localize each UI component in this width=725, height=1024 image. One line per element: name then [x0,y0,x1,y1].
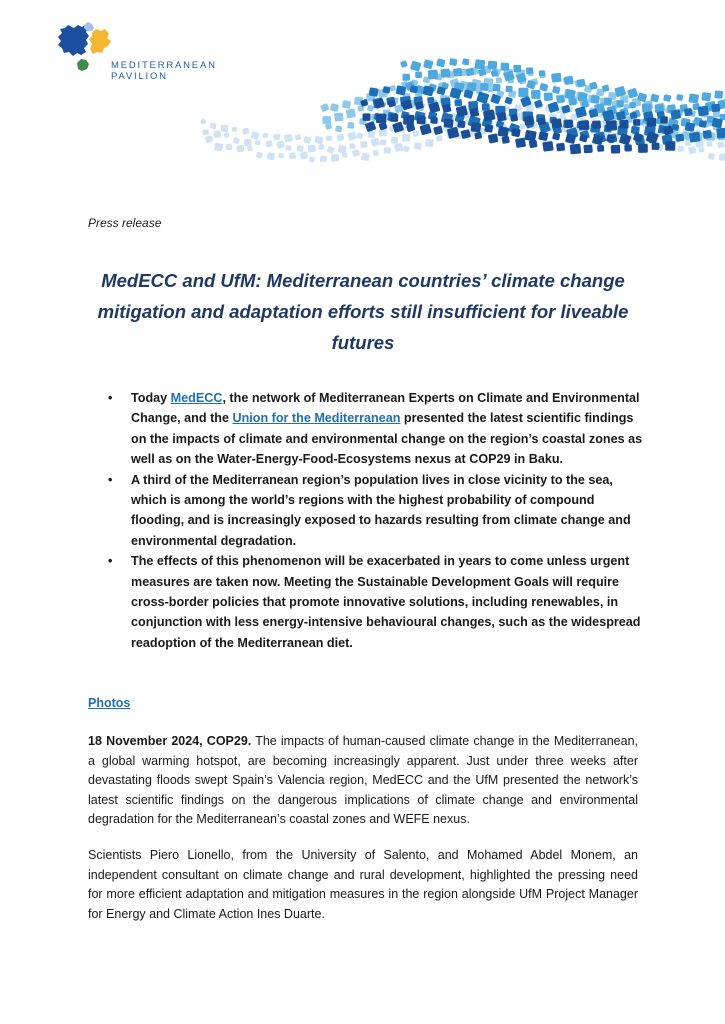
key-point [104,470,644,552]
medecc-link[interactable]: MedECC [170,391,223,405]
headline: MedECC and UfM: Mediterranean countries’ climate change mitigation and adaptation efforts still insufficient for liveable futures [97,270,629,353]
photos-link[interactable]: Photos [88,696,131,710]
key-point-1-text-a: Today [131,391,171,405]
body-paragraph-2: Scientists Piero Lionello, from the University of Salento, and Mohamed Abdel Monem, an independent consultant on climate change and rural development, highlighted the pressing need for more efficient adaptation and mitigation measures in the region alongside UfM Project Manager for Energy and Climate Action Ines Duarte. [88,848,638,921]
decorative-wave-banner [200,42,725,177]
paragraph-1-text: The impacts of human-caused climate change in the Mediterranean, a global warming hotspot, are becoming increasingly apparent. Just under three weeks after devastating floods swept Spain’s Valencia region, MedECC and the UfM presented the network’s latest scientific findings on the dangerous implications of climate change and environmental degradation for the Mediterranean’s coastal zones and WEFE nexus. [88,734,638,826]
key-point-3-text: The effects of this phenomenon will be exacerbated in years to come unless urgent measures are taken now. Meeting the Sustainable Development Goals will require cross-border policies that promote innovative solutions, including renewables, in conjunction with less energy-intensive behavioural changes, such as the widespread readoption of the Mediterranean diet. [131,554,641,650]
logo-text-line1: MEDITERRANEAN [111,60,217,71]
key-point-2-text: A third of the Mediterranean region’s population lives in close vicinity to the sea, which is among the world’s regions with the highest probability of compound flooding, and is increasingly exposed to hazards resulting from climate change and environmental degradation. [131,472,631,548]
key-point [104,551,644,653]
key-point-1-text-c: presented the latest scientific findings on the impacts of climate and environmental change on the region’s coastal zones as well as on the Water-Energy-Food-Ecosystems nexus at COP29 in Baku. [131,411,643,467]
key-point-1-text-b: , the network of Mediterranean Experts on Climate and Environmental Change, and the [131,391,640,426]
key-points-list [104,388,644,653]
logo-text-line2: PAVILION [111,71,168,82]
body-paragraph-1 [88,732,638,830]
key-point [104,388,644,470]
dateline: 18 November 2024, COP29. [88,734,252,748]
press-release-label: Press release [88,216,162,230]
ufm-link[interactable]: Union for the Mediterranean [232,411,401,426]
